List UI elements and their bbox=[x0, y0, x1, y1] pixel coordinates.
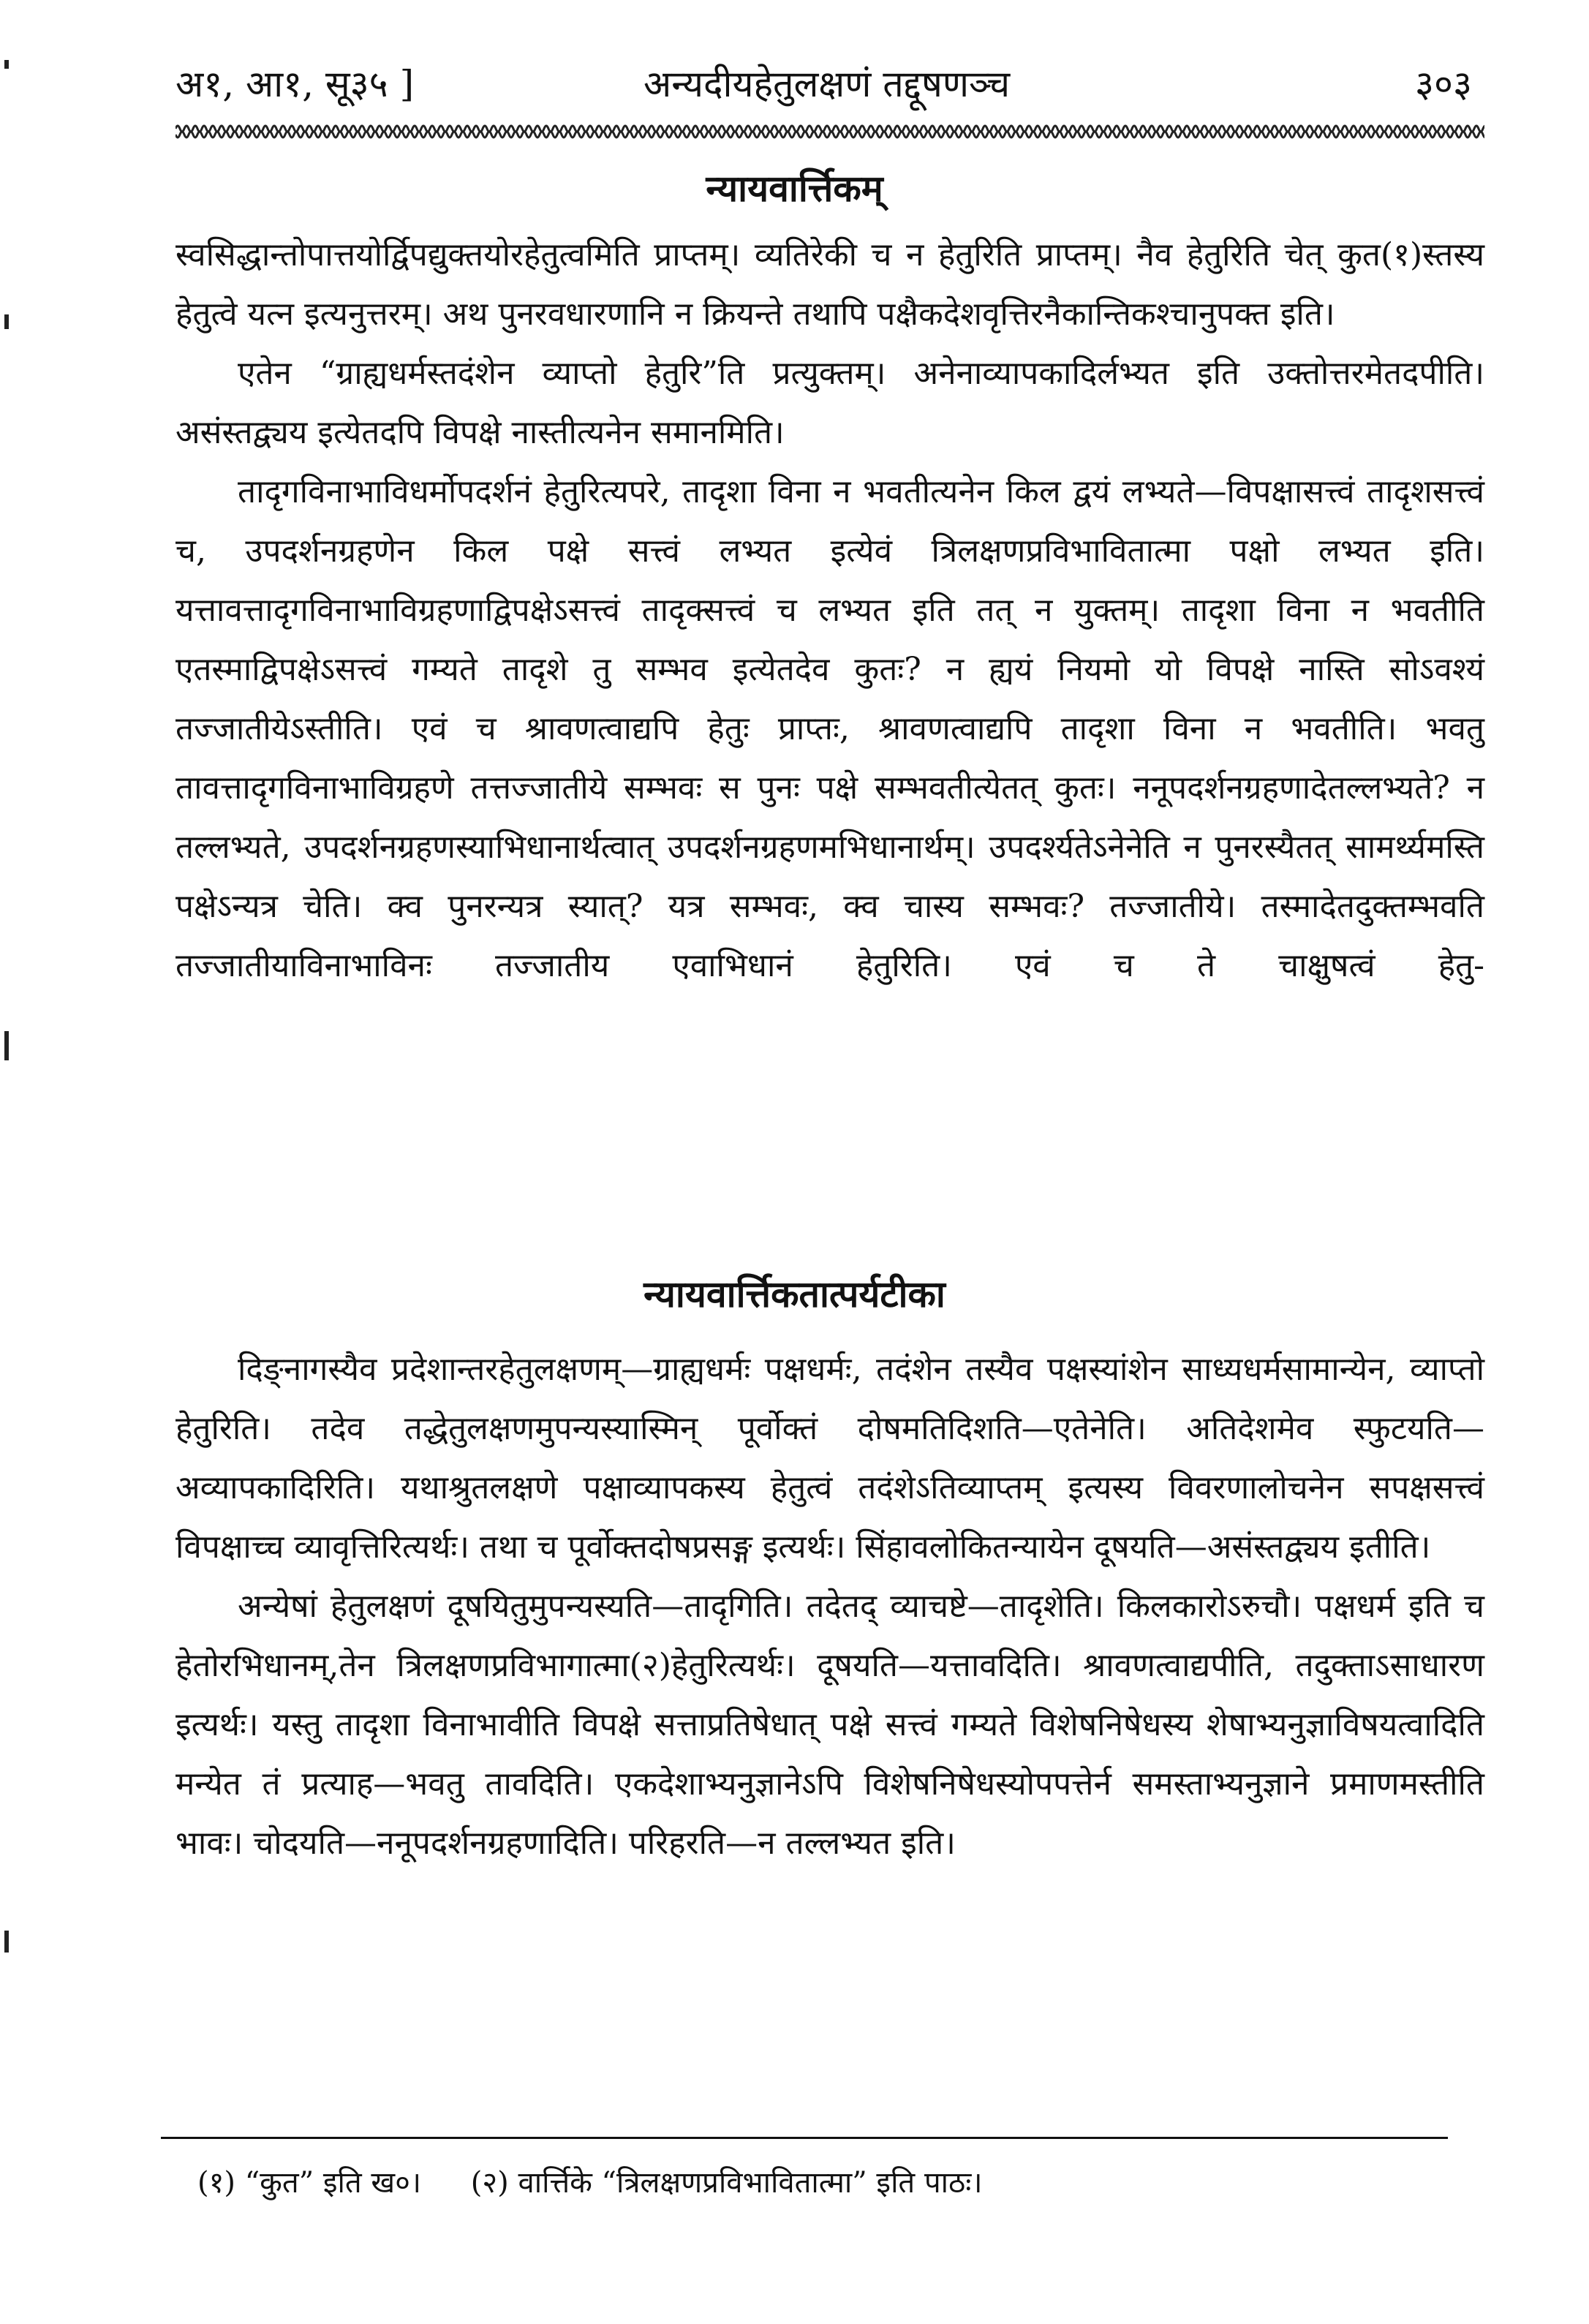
margin-mark bbox=[4, 314, 9, 329]
margin-mark bbox=[4, 1931, 9, 1953]
vartika-paragraph-3: तादृगविनाभाविधर्मोपदर्शनं हेतुरित्यपरे, तादृशा विना न भवतीत्यनेन किल द्वयं लभ्यते—विपक्षासत्त्वं तादृशसत्त्वं च, उपदर्शनग्रहणेन किल पक्षे सत्त्वं लभ्यत इत्येवं त्रिलक्षणप्रविभावितात्मा पक्षो लभ्यत इति। यत्तावत्तादृगविनाभाविग्रहणाद्विपक्षेऽसत्त्वं तादृक्सत्त्वं च लभ्यत इति तत् न युक्तम्। तादृशा विना न भवतीति एतस्माद्विपक्षेऽसत्त्वं गम्यते तादृशे तु सम्भव इत्येतदेव कुतः? न ह्ययं नियमो यो विपक्षे नास्ति सोऽवश्यं तज्जातीयेऽस्तीति। एवं च श्रावणत्वाद्यपि हेतुः प्राप्तः, श्रावणत्वाद्यपि तादृशा विना न भवतीति। भवतु तावत्तादृगविनाभाविग्रहणे तत्तज्जातीये सम्भवः स पुनः पक्षे सम्भवतीत्येतत् कुतः। ननूपदर्शनग्रहणादेतल्लभ्यते? न तल्लभ्यते, उपदर्शनग्रहणस्याभिधानार्थत्वात् उपदर्शनग्रहणमभिधानार्थम्। उपदर्श्यतेऽनेनेति न पुनरस्यैतत् सामर्थ्यमस्ति पक्षेऽन्यत्र चेति। क्व पुनरन्यत्र स्यात्? यत्र सम्भवः, क्व चास्य सम्भवः? तज्जातीये। तस्मादेतदुक्तम्भवति तज्जातीयाविनाभाविनः तज्जातीय एवाभिधानं हेतुरिति। एवं च ते चाक्षुषत्वं हेतु- bbox=[175, 473, 1484, 984]
running-head bbox=[175, 51, 1472, 117]
header-title: अन्यदीयहेतुलक्षणं तद्दूषणञ्च bbox=[643, 63, 1011, 105]
section-title-tika: न्यायवार्त्तिकतात्पर्यटीका bbox=[643, 1272, 946, 1316]
footnote-2: (२) वार्त्तिके “त्रिलक्षणप्रविभावितात्मा” इति पाठः। bbox=[470, 2166, 983, 2200]
section-title-vartika: न्यायवार्त्तिकम् bbox=[706, 167, 883, 210]
footnotes bbox=[197, 2157, 1023, 2208]
margin-mark bbox=[4, 60, 9, 69]
page-number: ३०३ bbox=[1415, 63, 1472, 105]
footnote-rule bbox=[161, 2137, 1448, 2139]
vartika-text bbox=[175, 225, 1484, 995]
tika-paragraph-2: अन्येषां हेतुलक्षणं दूषयितुमुपन्यस्यति—तादृगिति। तदेतद् व्याचष्टे—तादृशेति। किलकारोऽरुचौ। पक्षधर्म इति च हेतोरभिधानम्,तेन त्रिलक्षणप्रविभागात्मा(२)हेतुरित्यर्थः। दूषयति—यत्तावदिति। श्रावणत्वाद्यपीति, तदुक्ताऽसाधारण इत्यर्थः। यस्तु तादृशा विनाभावीति विपक्षे सत्ताप्रतिषेधात् पक्षे सत्त्वं गम्यते विशेषनिषेधस्य शेषाभ्यनुज्ञाविषयत्वादिति मन्येत तं प्रत्याह—भवतु तावदिति। एकदेशाभ्यनुज्ञानेऽपि विशेषनिषेधस्योपपत्तेर्न समस्ताभ्यनुज्ञाने प्रमाणमस्तीति भावः। चोदयति—ननूपदर्शनग्रहणादिति। परिहरति—न तल्लभ्यत इति। bbox=[175, 1588, 1484, 1862]
vartika-paragraph-1: स्वसिद्धान्तोपात्तयोर्द्विपद्युक्तयोरहेतुत्वमिति प्राप्तम्। व्यतिरेकी च न हेतुरिति प्राप्तम्। नैव हेतुरिति चेत् कुत(१)स्तस्य हेतुत्वे यत्न इत्यनुत्तरम्। अथ पुनरवधारणानि न क्रियन्ते तथापि पक्षैकदेशवृत्तिरनैकान्तिकश्चानुपक्त इति। bbox=[175, 236, 1484, 333]
vartika-paragraph-2: एतेन “ग्राह्यधर्मस्तदंशेन व्याप्तो हेतुरि”ति प्रत्युक्तम्। अनेनाव्यापकादिर्लभ्यत इति उक्तोत्तरमेतदपीति। असंस्तद्व्यय इत्येतदपि विपक्षे नास्तीत्यनेन समानमिति। bbox=[175, 355, 1484, 451]
margin-mark bbox=[4, 1031, 9, 1060]
tika-text bbox=[175, 1340, 1484, 1873]
wavy-rule bbox=[175, 121, 1484, 142]
footnote-1: (१) “कुत” इति ख०। bbox=[197, 2166, 422, 2200]
tika-paragraph-1: दिङ्नागस्यैव प्रदेशान्तरहेतुलक्षणम्—ग्राह्यधर्मः पक्षधर्मः, तदंशेन तस्यैव पक्षस्यांशेन साध्यधर्मसामान्येन, व्याप्तो हेतुरिति। तदेव तद्धेतुलक्षणमुपन्यस्यास्मिन् पूर्वोक्तं दोषमतिदिशति—एतेनेति। अतिदेशमेव स्फुटयति—अव्यापकादिरिति। यथाश्रुतलक्षणे पक्षाव्यापकस्य हेतुत्वं तदंशेऽतिव्याप्तम् इत्यस्य विवरणालोचनेन सपक्षसत्त्वं विपक्षाच्च व्यावृत्तिरित्यर्थः। तथा च पूर्वोक्तदोषप्रसङ्ग इत्यर्थः। सिंहावलोकितन्यायेन दूषयति—असंस्तद्व्यय इतीति। bbox=[175, 1351, 1484, 1566]
header-reference: अ१, आ१, सू३५ ] bbox=[175, 63, 415, 105]
